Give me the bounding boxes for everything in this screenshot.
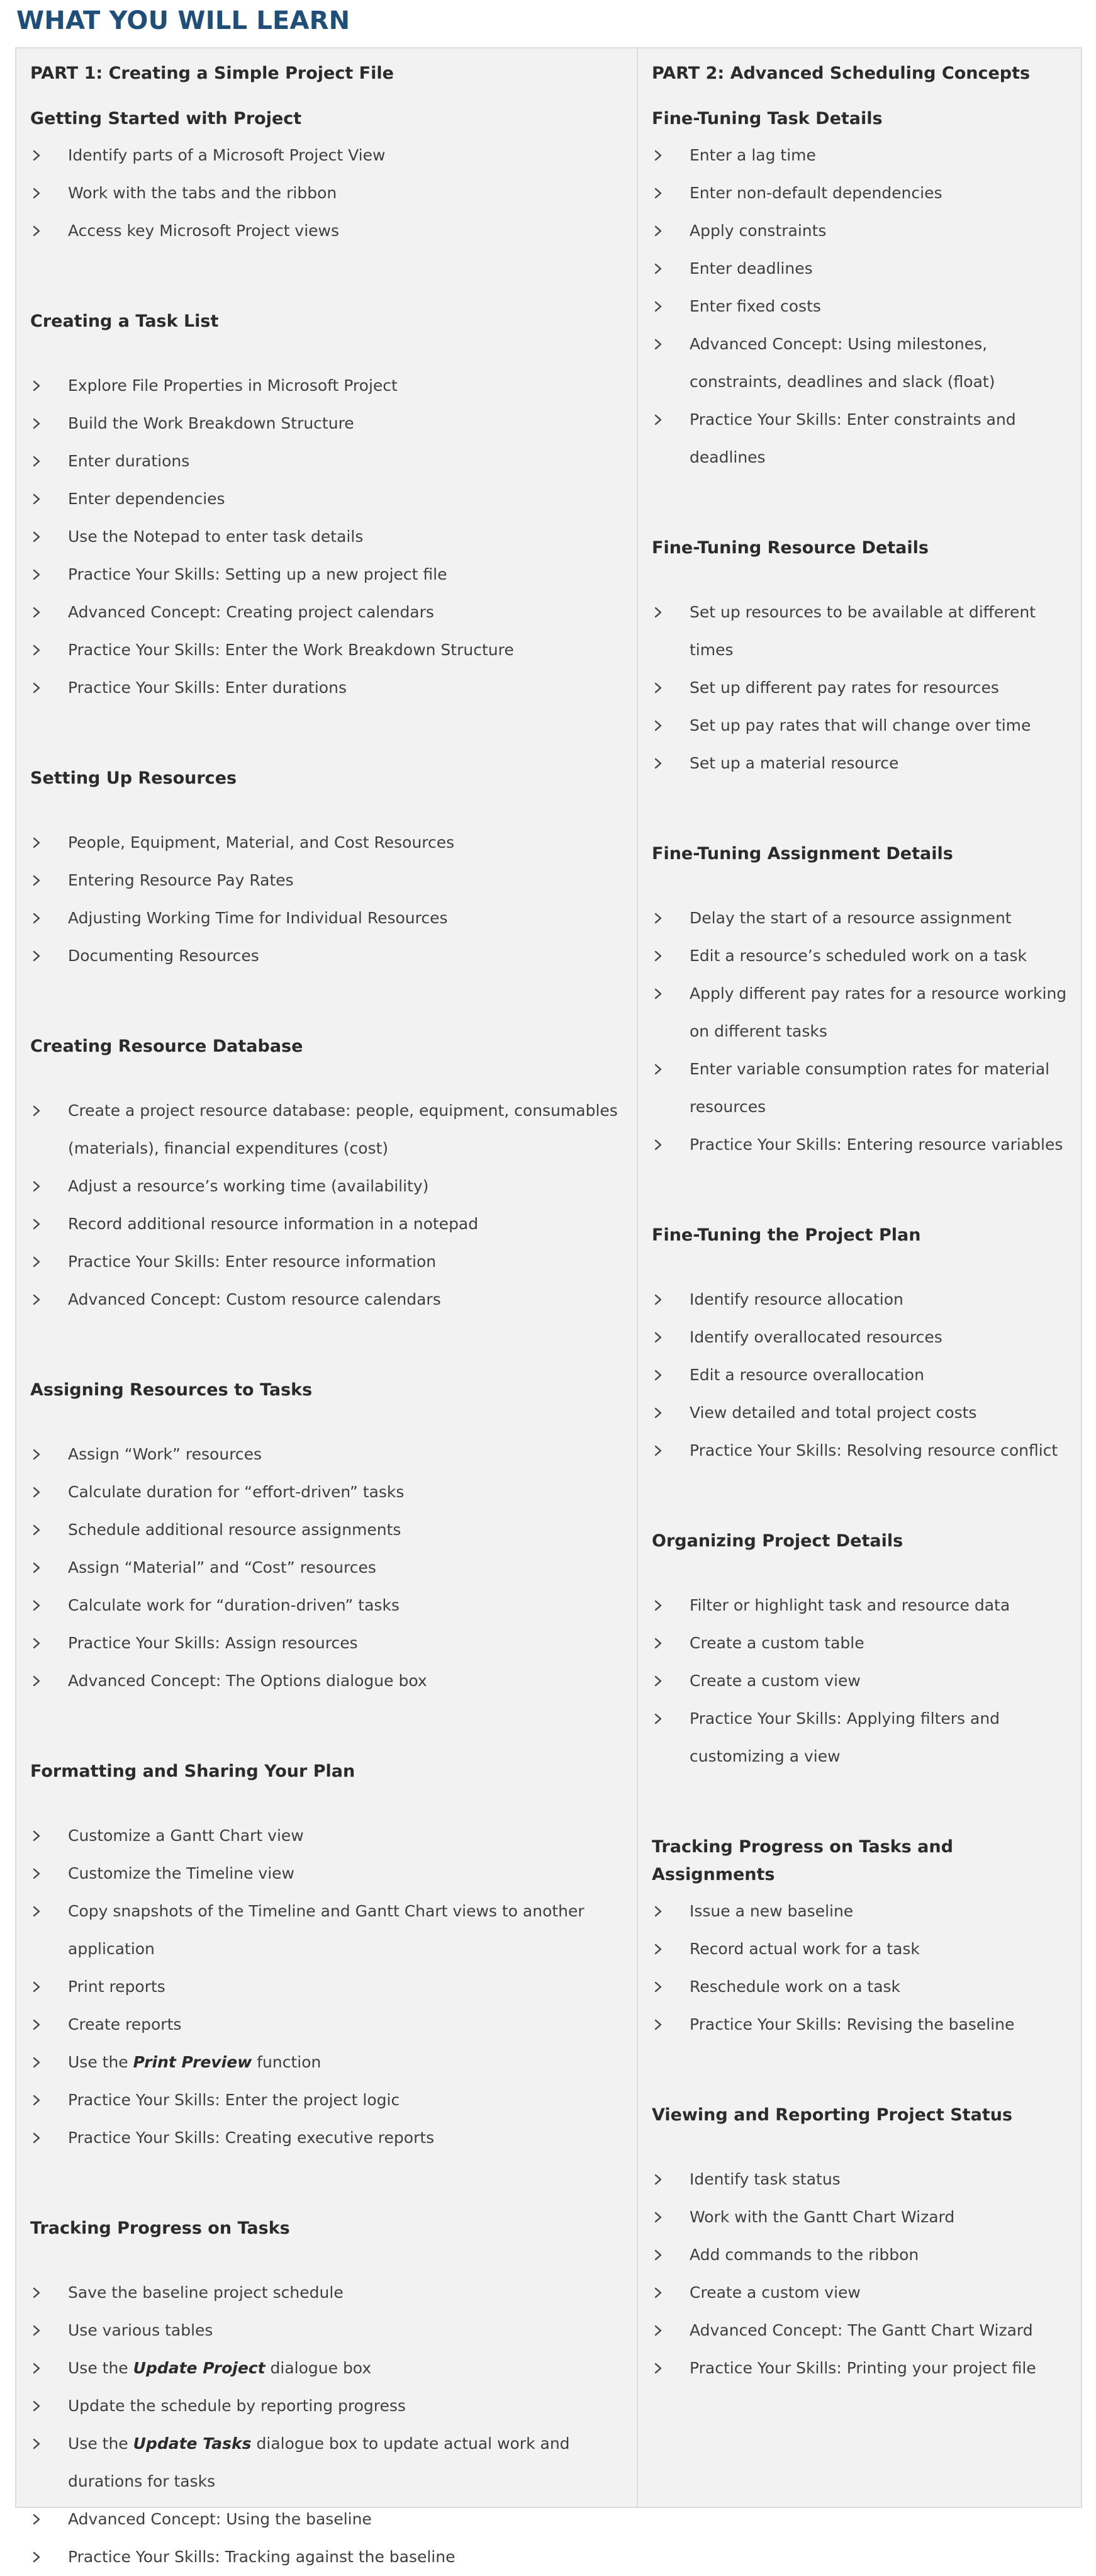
list-item-text: Calculate work for “duration-driven” tasks	[68, 1596, 400, 1614]
list-item	[30, 1281, 623, 1319]
list-item-text: Assign “Work” resources	[68, 1445, 262, 1463]
chevron-right-icon	[30, 2006, 43, 2044]
list-item	[30, 405, 623, 442]
chevron-right-icon	[652, 1432, 664, 1470]
chevron-right-icon	[652, 1893, 664, 1930]
list-item-text: Enter durations	[68, 452, 190, 470]
section-item-list	[652, 1587, 1067, 1775]
list-item-text: Advanced Concept: The Gantt Chart Wizard	[690, 2321, 1033, 2339]
list-item	[30, 1092, 623, 1167]
section-item-list	[652, 137, 1067, 476]
list-item	[652, 707, 1067, 745]
chevron-right-icon	[30, 1167, 43, 1205]
page-title: WHAT YOU WILL LEARN	[16, 6, 350, 35]
list-item-text: Use the	[68, 2053, 133, 2071]
list-item-text: Use the Notepad to enter task details	[68, 527, 364, 546]
list-item	[30, 862, 623, 899]
list-item	[30, 2312, 623, 2349]
list-item-text: Build the Work Breakdown Structure	[68, 414, 354, 432]
section-title: Tracking Progress on Tasks	[30, 2219, 290, 2238]
list-item	[652, 401, 1067, 476]
part-1-column	[16, 48, 638, 2566]
list-item	[30, 442, 623, 480]
list-item	[30, 937, 623, 975]
list-item	[30, 1624, 623, 1662]
chevron-right-icon	[30, 367, 43, 405]
list-item	[652, 1050, 1067, 1126]
chevron-right-icon	[30, 2081, 43, 2119]
list-item-text: Assign “Material” and “Cost” resources	[68, 1558, 376, 1577]
list-item-text: Practice Your Skills: Applying filters and customizing a view	[690, 1709, 1000, 1765]
chevron-right-icon	[30, 1243, 43, 1281]
part-1-title: PART 1: Creating a Simple Project File	[30, 64, 394, 83]
list-item	[652, 2274, 1067, 2312]
chevron-right-icon	[30, 824, 43, 862]
list-item-text: Apply constraints	[690, 222, 827, 240]
list-item-text: Add commands to the ribbon	[690, 2246, 919, 2264]
chevron-right-icon	[30, 174, 43, 212]
list-item	[30, 518, 623, 556]
chevron-right-icon	[652, 2349, 664, 2387]
chevron-right-icon	[30, 212, 43, 250]
list-item-text: Practice Your Skills: Enter constraints and deadlines	[690, 410, 1016, 466]
list-item	[652, 1893, 1067, 1930]
list-item-text: Edit a resource overallocation	[690, 1366, 924, 1384]
section-5	[30, 1376, 623, 1700]
section-2	[30, 308, 623, 707]
section-3	[30, 765, 623, 975]
list-item-text: Identify resource allocation	[690, 1290, 903, 1308]
list-item-text: Enter fixed costs	[690, 297, 821, 315]
list-item-text: Identify parts of a Microsoft Project View	[68, 146, 386, 164]
chevron-right-icon	[652, 593, 664, 631]
list-item	[30, 2044, 623, 2081]
list-item	[652, 1700, 1067, 1775]
section-item-list	[652, 1893, 1067, 2044]
list-item	[30, 2081, 623, 2119]
list-item	[30, 1817, 623, 1855]
list-item	[652, 250, 1067, 288]
list-item	[30, 1243, 623, 1281]
chevron-right-icon	[30, 1281, 43, 1319]
chevron-right-icon	[652, 899, 664, 937]
list-item	[652, 1126, 1067, 1164]
section-item-list	[30, 137, 623, 250]
section-4	[30, 1033, 623, 1319]
list-item-text: Practice Your Skills: Creating executive reports	[68, 2129, 435, 2147]
list-item	[652, 137, 1067, 174]
list-item-emphasis: Print Preview	[133, 2053, 252, 2071]
list-item-text: Apply different pay rates for a resource working on different tasks	[690, 984, 1067, 1040]
list-item-text: Use the	[68, 2434, 133, 2453]
list-item-text: Record actual work for a task	[690, 1940, 920, 1958]
list-item-text: Create reports	[68, 2015, 182, 2033]
list-item-text: Advanced Concept: Using the baseline	[68, 2510, 372, 2528]
chevron-right-icon	[652, 2006, 664, 2044]
section-7	[30, 2215, 623, 2576]
list-item-text: Practice Your Skills: Enter durations	[68, 678, 347, 697]
section-title: Creating a Task List	[30, 312, 219, 331]
list-item	[652, 2236, 1067, 2274]
list-item-text: Identify overallocated resources	[690, 1328, 942, 1346]
section-6	[652, 1833, 1067, 2044]
chevron-right-icon	[30, 1473, 43, 1511]
list-item	[652, 1587, 1067, 1624]
list-item-text: Customize the Timeline view	[68, 1864, 294, 1882]
section-item-list	[652, 899, 1067, 1164]
list-item	[652, 325, 1067, 401]
part-2-title: PART 2: Advanced Scheduling Concepts	[652, 64, 1031, 83]
chevron-right-icon	[652, 401, 664, 439]
list-item-text: Issue a new baseline	[690, 1902, 854, 1920]
list-item-text: Advanced Concept: Using milestones, constraints, deadlines and slack (float)	[690, 335, 995, 391]
list-item-text: Create a custom view	[690, 2283, 861, 2302]
section-title: Fine-Tuning Resource Details	[652, 538, 929, 558]
list-item-text: Enter deadlines	[690, 259, 813, 278]
list-item-text: Set up pay rates that will change over time	[690, 716, 1031, 734]
list-item-text: Copy snapshots of the Timeline and Gantt Chart views to another application	[68, 1902, 584, 1958]
list-item-text: Delay the start of a resource assignment	[690, 909, 1012, 927]
list-item	[30, 1167, 623, 1205]
chevron-right-icon	[652, 1700, 664, 1738]
section-1	[652, 105, 1067, 476]
list-item	[30, 631, 623, 669]
list-item-text: Practice Your Skills: Tracking against the baseline	[68, 2548, 456, 2566]
list-item	[652, 2312, 1067, 2349]
section-item-list	[30, 1817, 623, 2157]
list-item	[652, 1662, 1067, 1700]
list-item-emphasis: Update Tasks	[133, 2434, 252, 2453]
section-6	[30, 1758, 623, 2157]
section-item-list	[30, 1092, 623, 1319]
chevron-right-icon	[30, 480, 43, 518]
list-item	[30, 1473, 623, 1511]
chevron-right-icon	[652, 1624, 664, 1662]
chevron-right-icon	[652, 1930, 664, 1968]
list-item	[652, 1319, 1067, 1356]
list-item-text: Update the schedule by reporting progress	[68, 2397, 406, 2415]
chevron-right-icon	[30, 1968, 43, 2006]
chevron-right-icon	[30, 442, 43, 480]
section-title: Fine-Tuning the Project Plan	[652, 1225, 921, 1245]
chevron-right-icon	[30, 2119, 43, 2157]
section-4	[652, 1222, 1067, 1470]
chevron-right-icon	[652, 2312, 664, 2349]
chevron-right-icon	[652, 250, 664, 288]
list-item-text: Schedule additional resource assignments	[68, 1521, 401, 1539]
list-item-text: Customize a Gantt Chart view	[68, 1826, 304, 1845]
list-item	[30, 212, 623, 250]
list-item-text: Practice Your Skills: Entering resource variables	[690, 1135, 1063, 1154]
chevron-right-icon	[30, 593, 43, 631]
chevron-right-icon	[30, 1511, 43, 1549]
section-2	[652, 534, 1067, 782]
list-item	[652, 174, 1067, 212]
chevron-right-icon	[652, 2274, 664, 2312]
list-item	[652, 1281, 1067, 1319]
list-item	[652, 2161, 1067, 2198]
list-item	[30, 1205, 623, 1243]
chevron-right-icon	[652, 325, 664, 363]
section-title: Fine-Tuning Assignment Details	[652, 844, 953, 863]
list-item-text: Work with the Gantt Chart Wizard	[690, 2208, 955, 2226]
list-item	[30, 669, 623, 707]
chevron-right-icon	[30, 937, 43, 975]
chevron-right-icon	[30, 631, 43, 669]
chevron-right-icon	[30, 2349, 43, 2387]
chevron-right-icon	[652, 1281, 664, 1319]
chevron-right-icon	[30, 1893, 43, 1930]
chevron-right-icon	[652, 1587, 664, 1624]
list-item-text: Enter non-default dependencies	[690, 184, 942, 202]
list-item-text: Practice Your Skills: Revising the baseline	[690, 2015, 1015, 2033]
list-item	[30, 1855, 623, 1893]
chevron-right-icon	[652, 975, 664, 1013]
list-item	[30, 174, 623, 212]
curriculum-panel	[15, 47, 1082, 2566]
chevron-right-icon	[30, 669, 43, 707]
section-title: Organizing Project Details	[652, 1531, 903, 1551]
list-item-text: Identify task status	[690, 2170, 841, 2188]
section-title: Fine-Tuning Task Details	[652, 109, 883, 128]
list-item-text: function	[252, 2053, 322, 2071]
list-item	[30, 2349, 623, 2387]
chevron-right-icon	[30, 1205, 43, 1243]
list-item-text: Use the	[68, 2359, 133, 2377]
chevron-right-icon	[652, 137, 664, 174]
section-item-list	[652, 1281, 1067, 1470]
chevron-right-icon	[30, 2500, 43, 2538]
chevron-right-icon	[652, 1126, 664, 1164]
list-item	[652, 2006, 1067, 2044]
list-item-text: Set up different pay rates for resources	[690, 678, 999, 697]
list-item-text: Work with the tabs and the ribbon	[68, 184, 337, 202]
list-item-text: Practice Your Skills: Resolving resource conflict	[690, 1441, 1058, 1460]
list-item	[652, 1432, 1067, 1470]
chevron-right-icon	[652, 1356, 664, 1394]
list-item	[30, 2538, 623, 2576]
list-item-text: Enter dependencies	[68, 490, 225, 508]
chevron-right-icon	[652, 937, 664, 975]
chevron-right-icon	[30, 2538, 43, 2576]
list-item-text: View detailed and total project costs	[690, 1403, 977, 1422]
chevron-right-icon	[30, 899, 43, 937]
section-item-list	[30, 367, 623, 707]
list-item	[652, 1930, 1067, 1968]
list-item	[652, 2198, 1067, 2236]
list-item	[652, 1394, 1067, 1432]
list-item-text: Practice Your Skills: Assign resources	[68, 1634, 358, 1652]
list-item	[30, 1511, 623, 1549]
chevron-right-icon	[652, 707, 664, 745]
chevron-right-icon	[30, 1436, 43, 1473]
list-item	[652, 593, 1067, 669]
list-item	[30, 2425, 623, 2500]
list-item-text: Documenting Resources	[68, 947, 259, 965]
section-title: Assigning Resources to Tasks	[30, 1380, 313, 1400]
list-item-text: Create a custom view	[690, 1672, 861, 1690]
chevron-right-icon	[652, 212, 664, 250]
list-item-text: dialogue box	[265, 2359, 372, 2377]
section-title: Formatting and Sharing Your Plan	[30, 1762, 355, 1781]
list-item-text: Practice Your Skills: Setting up a new project file	[68, 565, 447, 583]
list-item	[652, 975, 1067, 1050]
list-item-text: dialogue box to update actual work and durations for tasks	[68, 2434, 570, 2490]
list-item	[30, 593, 623, 631]
list-item-text: Edit a resource’s scheduled work on a task	[690, 947, 1027, 965]
list-item	[30, 1587, 623, 1624]
list-item	[30, 367, 623, 405]
section-3	[652, 840, 1067, 1164]
list-item-text: Adjust a resource’s working time (availability)	[68, 1177, 429, 1195]
list-item-text: Practice Your Skills: Printing your project file	[690, 2359, 1036, 2377]
section-item-list	[652, 2161, 1067, 2387]
list-item-text: Adjusting Working Time for Individual Resources	[68, 909, 448, 927]
chevron-right-icon	[652, 2236, 664, 2274]
chevron-right-icon	[652, 288, 664, 325]
chevron-right-icon	[652, 745, 664, 782]
chevron-right-icon	[652, 669, 664, 707]
chevron-right-icon	[30, 556, 43, 593]
list-item	[30, 2500, 623, 2538]
list-item-text: Practice Your Skills: Enter the Work Breakdown Structure	[68, 641, 514, 659]
chevron-right-icon	[30, 1549, 43, 1587]
chevron-right-icon	[30, 1624, 43, 1662]
chevron-right-icon	[652, 1968, 664, 2006]
list-item-text: Explore File Properties in Microsoft Project	[68, 376, 398, 395]
list-item-text: Enter variable consumption rates for material resources	[690, 1060, 1050, 1116]
list-item-text: Use various tables	[68, 2321, 213, 2339]
list-item	[30, 2119, 623, 2157]
list-item-text: Print reports	[68, 1977, 165, 1996]
list-item	[652, 288, 1067, 325]
list-item	[30, 824, 623, 862]
list-item	[652, 2349, 1067, 2387]
section-item-list	[652, 593, 1067, 782]
chevron-right-icon	[30, 405, 43, 442]
list-item-text: People, Equipment, Material, and Cost Resources	[68, 833, 455, 852]
chevron-right-icon	[30, 2425, 43, 2463]
list-item-text: Advanced Concept: The Options dialogue box	[68, 1672, 427, 1690]
list-item	[30, 2006, 623, 2044]
list-item-text: Create a custom table	[690, 1634, 864, 1652]
chevron-right-icon	[30, 1092, 43, 1130]
list-item	[652, 1968, 1067, 2006]
section-1	[30, 105, 623, 250]
chevron-right-icon	[30, 1662, 43, 1700]
list-item-text: Advanced Concept: Creating project calendars	[68, 603, 434, 621]
section-title: Creating Resource Database	[30, 1037, 303, 1056]
section-item-list	[30, 2274, 623, 2576]
list-item-text: Save the baseline project schedule	[68, 2283, 344, 2302]
list-item	[30, 1662, 623, 1700]
chevron-right-icon	[30, 1817, 43, 1855]
chevron-right-icon	[30, 862, 43, 899]
section-title: Viewing and Reporting Project Status	[652, 2105, 1013, 2125]
part-2-column	[638, 48, 1081, 2507]
chevron-right-icon	[30, 2044, 43, 2081]
chevron-right-icon	[30, 2274, 43, 2312]
list-item	[30, 556, 623, 593]
list-item-text: Create a project resource database: people, equipment, consumables (materials), financial expenditures (cost)	[68, 1101, 618, 1157]
list-item	[652, 669, 1067, 707]
chevron-right-icon	[652, 1394, 664, 1432]
chevron-right-icon	[30, 1855, 43, 1893]
section-5	[652, 1527, 1067, 1775]
list-item-text: Filter or highlight task and resource data	[690, 1596, 1010, 1614]
chevron-right-icon	[652, 1662, 664, 1700]
chevron-right-icon	[652, 1050, 664, 1088]
list-item	[652, 937, 1067, 975]
section-title: Tracking Progress on Tasks and Assignments	[652, 1837, 953, 1884]
chevron-right-icon	[30, 1587, 43, 1624]
chevron-right-icon	[30, 2312, 43, 2349]
section-title: Setting Up Resources	[30, 768, 237, 788]
list-item	[652, 212, 1067, 250]
chevron-right-icon	[652, 2161, 664, 2198]
list-item-text: Reschedule work on a task	[690, 1977, 901, 1996]
list-item	[30, 1549, 623, 1587]
section-7	[652, 2101, 1067, 2387]
chevron-right-icon	[652, 174, 664, 212]
list-item	[652, 899, 1067, 937]
list-item-emphasis: Update Project	[133, 2359, 266, 2377]
list-item-text: Calculate duration for “effort-driven” tasks	[68, 1483, 405, 1501]
list-item-text: Practice Your Skills: Enter resource information	[68, 1252, 437, 1271]
list-item-text: Access key Microsoft Project views	[68, 222, 340, 240]
section-item-list	[30, 824, 623, 975]
list-item-text: Advanced Concept: Custom resource calendars	[68, 1290, 441, 1308]
list-item	[30, 2274, 623, 2312]
list-item	[30, 2387, 623, 2425]
list-item-text: Record additional resource information in a notepad	[68, 1215, 479, 1233]
list-item	[30, 1436, 623, 1473]
chevron-right-icon	[30, 518, 43, 556]
chevron-right-icon	[30, 2387, 43, 2425]
section-title: Getting Started with Project	[30, 109, 302, 128]
list-item	[30, 899, 623, 937]
list-item-text: Enter a lag time	[690, 146, 816, 164]
list-item-text: Set up resources to be available at different times	[690, 603, 1036, 659]
list-item	[30, 1968, 623, 2006]
chevron-right-icon	[652, 1319, 664, 1356]
section-item-list	[30, 1436, 623, 1700]
list-item	[30, 137, 623, 174]
list-item	[30, 480, 623, 518]
list-item-text: Set up a material resource	[690, 754, 899, 772]
chevron-right-icon	[30, 137, 43, 174]
list-item	[30, 1893, 623, 1968]
list-item	[652, 1356, 1067, 1394]
list-item	[652, 745, 1067, 782]
list-item-text: Entering Resource Pay Rates	[68, 871, 294, 889]
chevron-right-icon	[652, 2198, 664, 2236]
list-item	[652, 1624, 1067, 1662]
list-item-text: Practice Your Skills: Enter the project logic	[68, 2091, 400, 2109]
